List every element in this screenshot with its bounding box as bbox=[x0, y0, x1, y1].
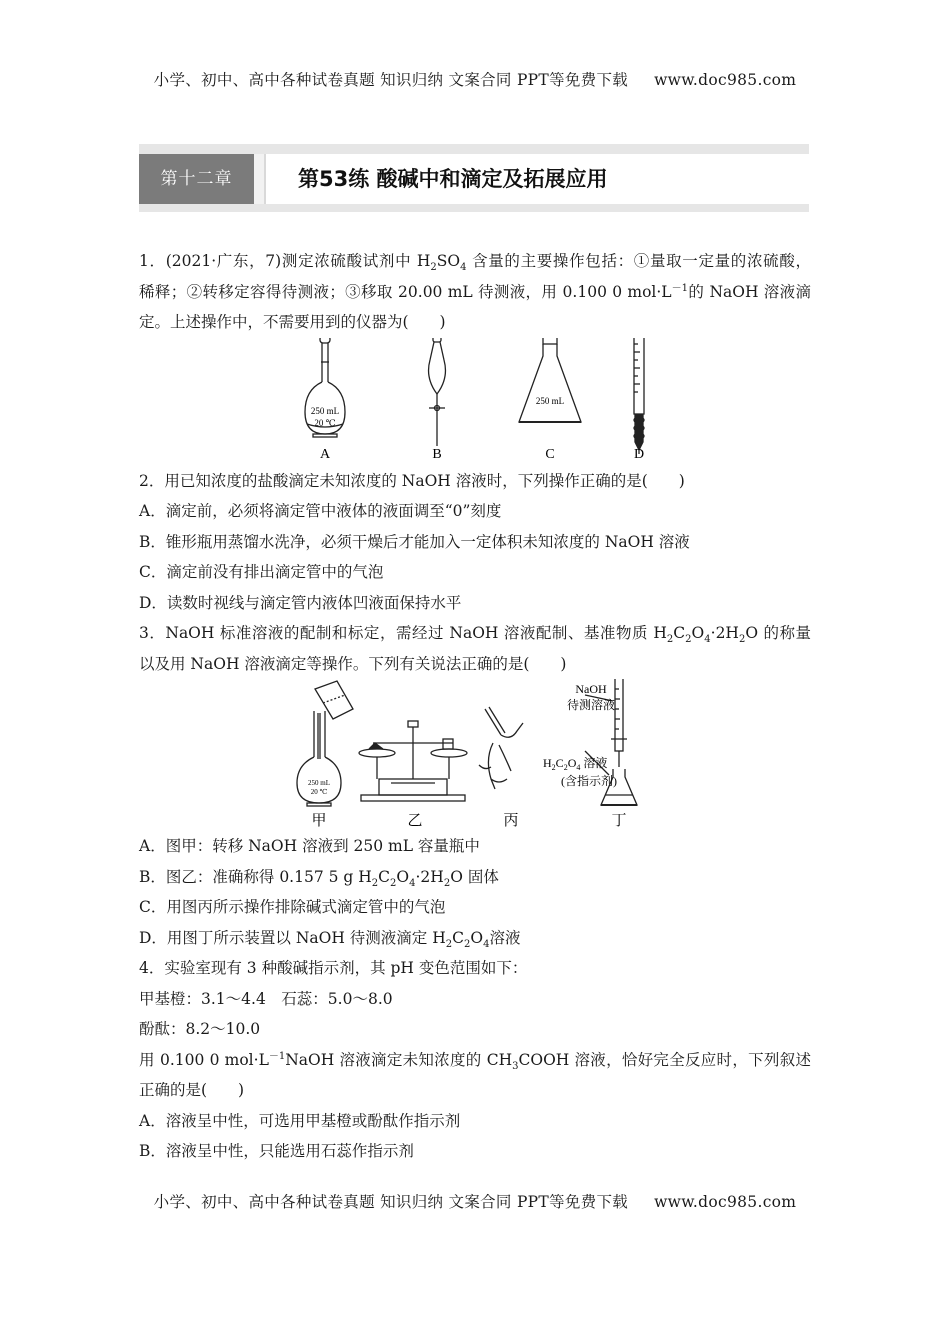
q1-line-2: 稀释；②转移定容得待测液；③移取 20.00 mL 待测液，用 0.100 0 $mol\cdot L^{-1}$的 NaOH 溶液滴 bbox=[139, 282, 811, 301]
option-d-label: D bbox=[633, 446, 645, 462]
section-title: 第53练 酸碱中和滴定及拓展应用 bbox=[264, 154, 809, 204]
q2-stem: 2．用已知浓度的盐酸滴定未知浓度的 NaOH 溶液时，下列操作正确的是( ) bbox=[139, 471, 685, 490]
conical-flask-icon bbox=[519, 338, 581, 422]
q2-option-a: A．滴定前，必须将滴定管中液体的液面调至“0”刻度 bbox=[139, 502, 502, 520]
burette-icon bbox=[634, 338, 644, 454]
q3-flask-volume-label: 250 mL bbox=[308, 779, 330, 787]
separatory-funnel-icon bbox=[429, 338, 446, 446]
chapter-banner bbox=[139, 144, 809, 212]
option-b-label: B bbox=[432, 446, 442, 462]
q1-instruments-svg bbox=[139, 338, 811, 466]
q3-apparatus-svg bbox=[139, 679, 811, 831]
figure-ding-label: 丁 bbox=[611, 813, 627, 829]
q2-option-c: C．滴定前没有排出滴定管中的气泡 bbox=[139, 563, 384, 581]
banner-top-strip bbox=[139, 144, 809, 154]
q1-instruments-figure bbox=[139, 338, 811, 466]
q2-option-b: B．锥形瓶用蒸馏水洗净，必须干燥后才能加入一定体积未知浓度的 NaOH 溶液 bbox=[139, 532, 690, 551]
figure-jia-label: 甲 bbox=[311, 813, 327, 829]
q4-line-3: 用 0.100 0 $mol\cdot L^{-1}NaOH$ 溶液滴定未知浓度的 $CH_3COOH$ 溶液，恰好完全反应时，下列叙述 bbox=[139, 1050, 811, 1072]
figure-yi-label: 乙 bbox=[407, 813, 423, 829]
q3-apparatus-figure bbox=[139, 679, 811, 831]
h2c2o4-label: $H_2C_2O_4$ 溶液 bbox=[543, 756, 608, 772]
q3-line-1: 3．NaOH 标准溶液的配制和标定，需经过 NaOH 溶液配制、基准物质 $H_2C_2O_4\cdot 2H_2O$ 的称量 bbox=[139, 624, 811, 646]
option-c-label: C bbox=[545, 446, 555, 462]
header-url: www.doc985.com bbox=[654, 71, 797, 89]
conical-volume-label: 250 mL bbox=[535, 395, 565, 406]
q3-option-d: D．用图丁所示装置以 NaOH 待测液滴定 $H_2C_2O_4$溶液 bbox=[139, 928, 521, 950]
q3-line-2: 以及用 NaOH 溶液滴定等操作。下列有关说法正确的是( ) bbox=[139, 654, 567, 673]
option-a-label: A bbox=[319, 446, 331, 462]
q3-option-c: C．用图丙所示操作排除碱式滴定管中的气泡 bbox=[139, 898, 446, 916]
q1-line-1: 1．(2021·广东，7)测定浓硫酸试剂中 $H_2SO_4$ 含量的主要操作包括：①量取一定量的浓硫酸， bbox=[139, 252, 811, 274]
balance-icon bbox=[359, 721, 467, 801]
q4-option-a: A．溶液呈中性，可选用甲基橙或酚酞作指示剂 bbox=[139, 1111, 461, 1130]
q2-option-d: D．读数时视线与滴定管内液体凹液面保持水平 bbox=[139, 593, 462, 612]
figure-bing-label: 丙 bbox=[503, 813, 519, 829]
worksheet-body bbox=[139, 246, 811, 1167]
hand-burette-icon bbox=[479, 707, 523, 789]
q4-line-4: 正确的是( ) bbox=[139, 1081, 245, 1099]
footer-text: 小学、初中、高中各种试卷真题 知识归纳 文案合同 PPT等免费下载 bbox=[153, 1193, 629, 1211]
q4-option-b: B．溶液呈中性，只能选用石蕊作指示剂 bbox=[139, 1142, 414, 1160]
q3-option-a: A．图甲：转移 NaOH 溶液到 250 mL 容量瓶中 bbox=[139, 837, 480, 855]
naoh-label: NaOH bbox=[575, 682, 607, 696]
banner-separator bbox=[254, 154, 264, 204]
q4-range-2: 酚酞：8.2～10.0 bbox=[139, 1020, 261, 1038]
footer-url: www.doc985.com bbox=[654, 1193, 797, 1211]
chapter-label: 第十二章 bbox=[139, 154, 254, 204]
header-text: 小学、初中、高中各种试卷真题 知识归纳 文案合同 PPT等免费下载 bbox=[153, 71, 629, 89]
banner-bottom-strip bbox=[139, 204, 809, 212]
test-solution-label: 待测溶液 bbox=[566, 698, 616, 712]
q1-line-3: 定。上述操作中，不需要用到的仪器为( ) bbox=[139, 313, 446, 331]
flask-temp-label: 20 ℃ bbox=[314, 417, 336, 428]
q4-stem: 4．实验室现有 3 种酸碱指示剂，其 pH 变色范围如下： bbox=[139, 959, 528, 977]
q4-range-1: 甲基橙：3.1～4.4 石蕊：5.0～8.0 bbox=[139, 989, 393, 1008]
page-footer bbox=[0, 1190, 950, 1212]
flask-volume-label: 250 mL bbox=[310, 405, 340, 416]
page-header bbox=[0, 68, 950, 90]
indicator-label: (含指示剂) bbox=[561, 774, 617, 788]
q3-flask-temp-label: 20 ℃ bbox=[310, 788, 328, 796]
q3-option-b: B．图乙：准确称得 0.157 5 g $H_2C_2O_4\cdot 2H_2O$ 固体 bbox=[139, 867, 499, 889]
